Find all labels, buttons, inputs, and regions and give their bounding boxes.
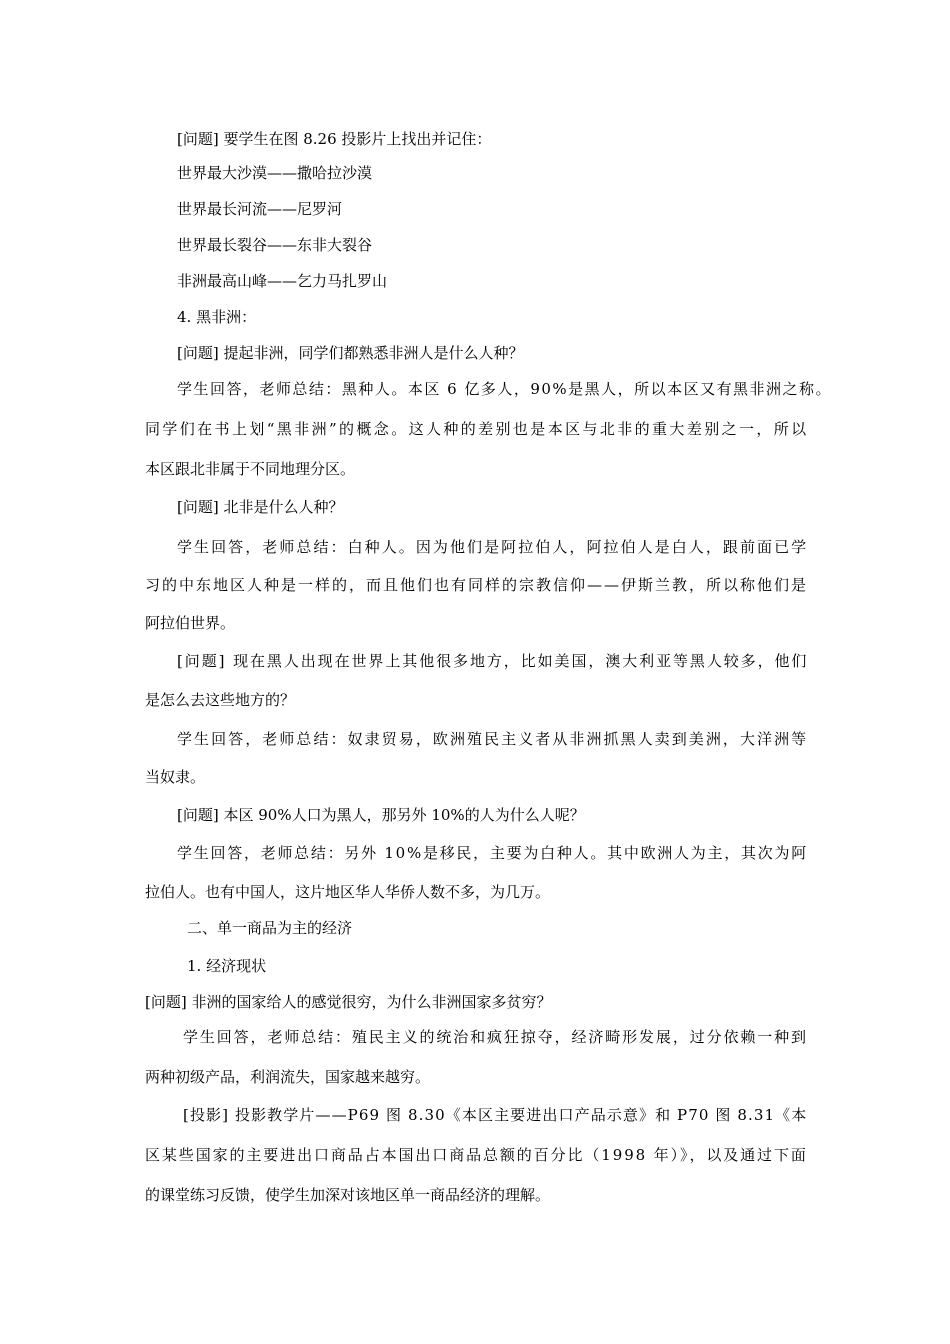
text-line: 学生回答，老师总结：白种人。因为他们是阿拉伯人，阿拉伯人是白人，跟前面已学 <box>177 538 809 556</box>
text-line: [问题] 要学生在图 8.26 投影片上找出并记住： <box>177 130 492 148</box>
projection-line: [投影] 投影教学片——P69 图 8.30《本区主要进出口产品示意》和 P70 图 8.31《本 <box>183 1106 808 1124</box>
section-heading: 二、单一商品为主的经济 <box>187 919 353 937</box>
text-line: 学生回答，老师总结：黑种人。本区 6 亿多人，90%是黑人，所以本区又有黑非洲之称。 <box>177 380 833 398</box>
text-line: 学生回答，老师总结：殖民主义的统治和疯狂掠夺，经济畸形发展，过分依赖一种到 <box>183 1028 808 1046</box>
text-line: 区某些国家的主要进出口商品占本国出口商品总额的百分比（1998 年）》，以及通过下面 <box>145 1146 808 1164</box>
text-line: 习的中东地区人种是一样的，而且他们也有同样的宗教信仰——伊斯兰教，所以称他们是 <box>145 576 809 594</box>
text-line: 世界最大沙漠——撒哈拉沙漠 <box>177 164 373 182</box>
text-line: 两种初级产品，利润流失，国家越来越穷。 <box>145 1068 431 1086</box>
section-heading: 4. 黑非洲： <box>177 308 257 326</box>
text-line: 拉伯人。也有中国人，这片地区华人华侨人数不多，为几万。 <box>145 883 551 901</box>
question-line: [问题] 北非是什么人种？ <box>177 498 344 516</box>
text-line: 是怎么去这些地方的？ <box>145 691 296 709</box>
text-line: 同学们在书上划“黑非洲”的概念。这人种的差别也是本区与北非的重大差别之一，所以 <box>145 420 809 438</box>
text-line: 世界最长河流——尼罗河 <box>177 200 343 218</box>
text-line: 当奴隶。 <box>145 768 206 786</box>
text-line: 非洲最高山峰——乞力马扎罗山 <box>177 272 388 290</box>
text-line: 世界最长裂谷——东非大裂谷 <box>177 236 373 254</box>
question-line: [问题] 本区 90%人口为黑人，那另外 10%的人为什么人呢？ <box>177 806 585 824</box>
question-line: [问题] 提起非洲，同学们都熟悉非洲人是什么人种？ <box>177 344 524 362</box>
text-line: 学生回答，老师总结：奴隶贸易，欧洲殖民主义者从非洲抓黑人卖到美洲，大洋洲等 <box>177 730 809 748</box>
text-line: 学生回答，老师总结：另外 10%是移民，主要为白种人。其中欧洲人为主，其次为阿 <box>177 844 808 862</box>
subsection-heading: 1. 经济现状 <box>187 957 267 975</box>
question-line: [问题] 现在黑人出现在世界上其他很多地方，比如美国，澳大利亚等黑人较多，他们 <box>177 652 809 670</box>
text-line: 的课堂练习反馈，使学生加深对该地区单一商品经济的理解。 <box>145 1186 551 1204</box>
question-line: [问题] 非洲的国家给人的感觉很穷，为什么非洲国家多贫穷？ <box>145 993 552 1011</box>
text-line: 阿拉伯世界。 <box>145 614 236 632</box>
text-line: 本区跟北非属于不同地理分区。 <box>145 460 356 478</box>
